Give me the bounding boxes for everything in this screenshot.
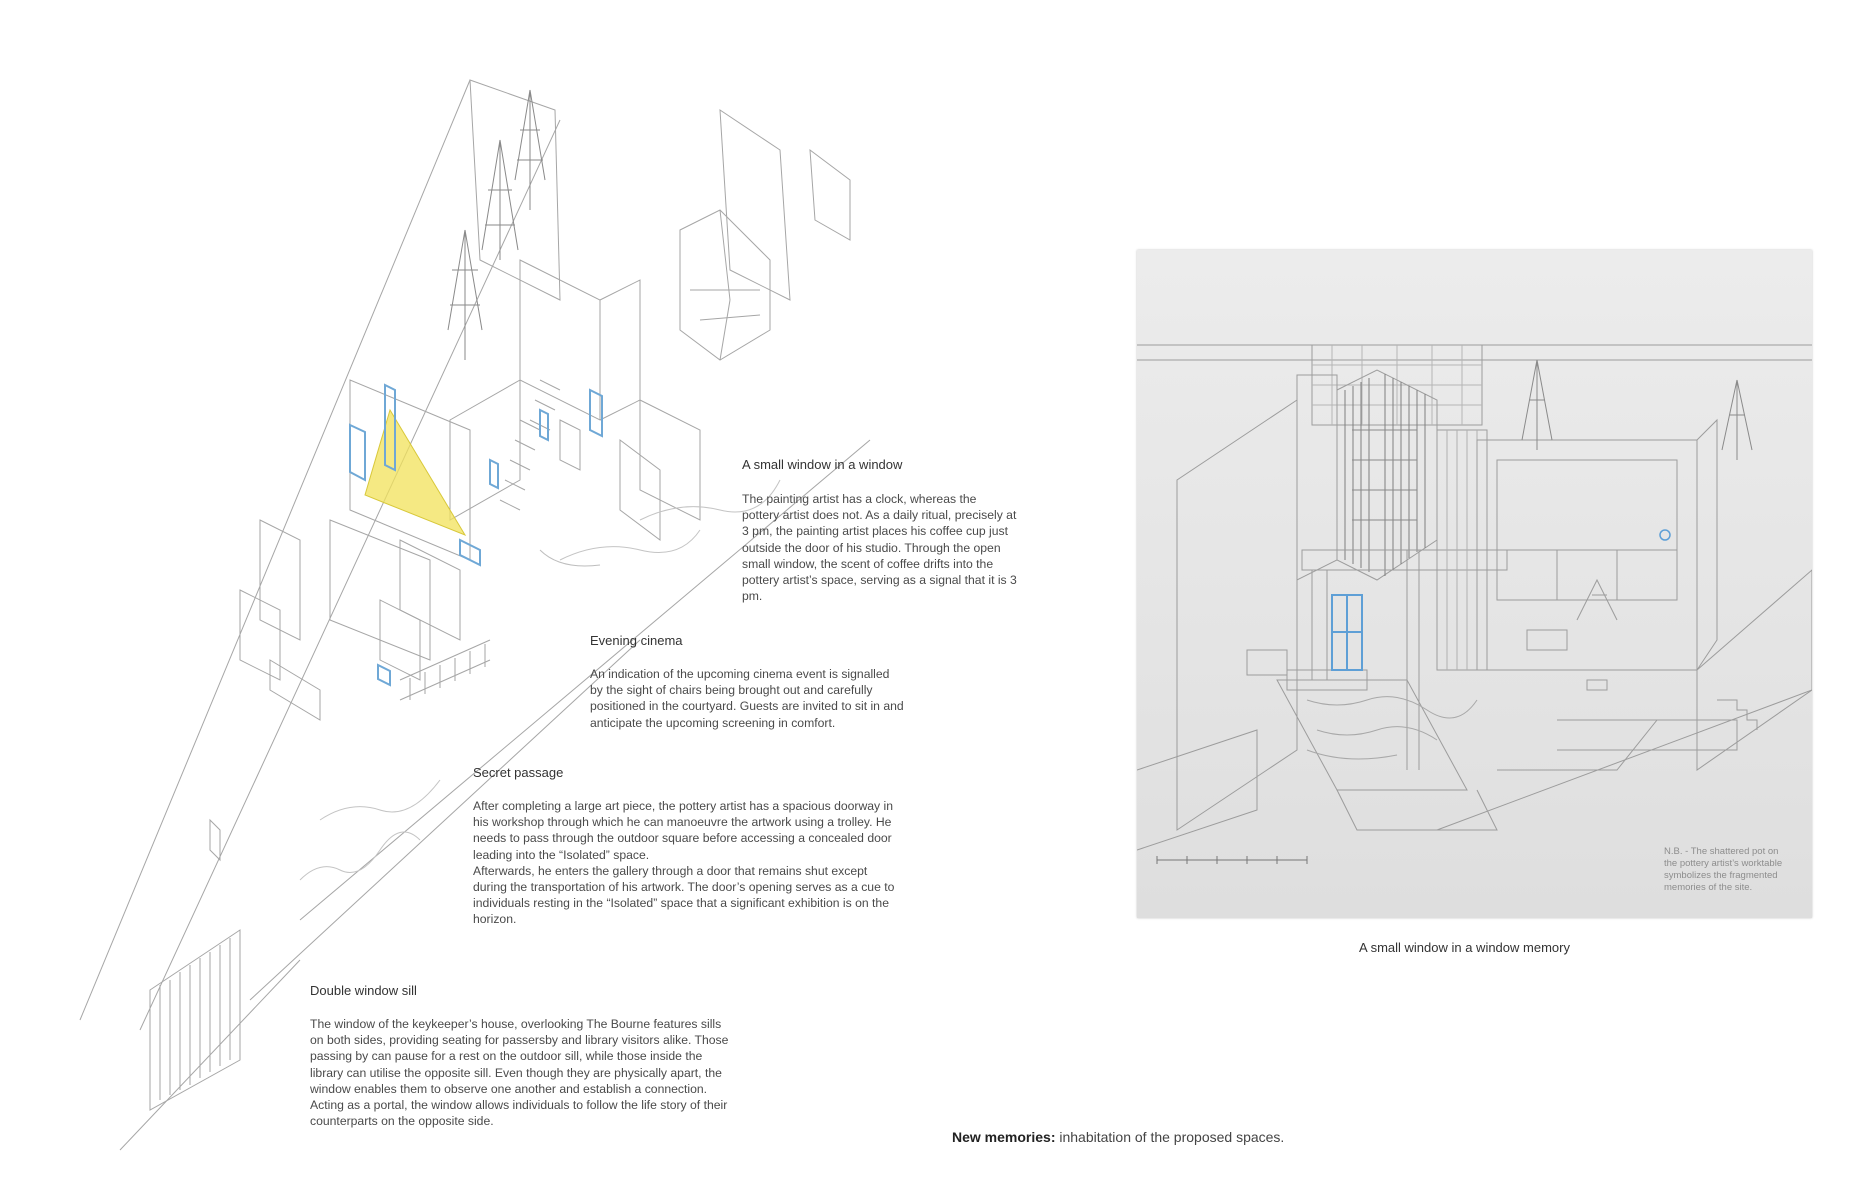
- memory-drawing-sketch: [1137, 250, 1812, 918]
- body-line: pottery artist’s space, serving as a signal that it is 3: [742, 573, 1017, 588]
- body-line: window enables them to observe one another and establish a connection.: [310, 1081, 708, 1096]
- photo-footnote: [1664, 846, 1782, 894]
- body-line: his workshop through which he can manoeuvre the artwork using a trolley. He: [473, 815, 892, 830]
- body-line: outside the door of his studio. Through the open: [742, 540, 1001, 555]
- section-body-evening-cinema: [590, 666, 904, 731]
- section-heading-evening-cinema: Evening cinema: [590, 633, 683, 648]
- body-line: 3 pm, the painting artist places his coffee cup just: [742, 524, 1009, 539]
- body-line: counterparts on the opposite side.: [310, 1114, 494, 1129]
- body-line: library can utilise the opposite sill. Even though they are physically apart, the: [310, 1065, 722, 1080]
- footnote-line: memories of the site.: [1664, 882, 1753, 893]
- section-body-double-window-sill: [310, 1016, 728, 1129]
- page-footer-caption: [952, 1129, 1284, 1145]
- section-heading-secret-passage: Secret passage: [473, 765, 564, 780]
- section-heading-double-window-sill: Double window sill: [310, 983, 417, 998]
- memory-drawing-photo: [1137, 250, 1812, 918]
- footnote-line: N.B. - The shattered pot on: [1664, 846, 1779, 857]
- body-line: horizon.: [473, 912, 517, 927]
- body-line: individuals resting in the “Isolated” space that a significant exhibition is on the: [473, 896, 889, 911]
- body-line: anticipate the upcoming screening in comfort.: [590, 715, 836, 730]
- body-line: by the sight of chairs being brought out and carefully: [590, 683, 873, 698]
- body-line: on both sides, providing seating for passersby and library visitors alike. Those: [310, 1033, 729, 1048]
- footnote-line: symbolizes the fragmented: [1664, 870, 1778, 881]
- section-body-small-window: [742, 491, 1017, 604]
- body-line: pm.: [742, 589, 763, 604]
- footer-bold-label: New memories:: [952, 1129, 1056, 1145]
- body-line: After completing a large art piece, the pottery artist has a spacious doorway in: [473, 799, 894, 813]
- body-line: passing by can pause for a rest on the outdoor sill, while those inside the: [310, 1049, 703, 1064]
- body-line: The window of the keykeeper’s house, overlooking The Bourne features sills: [310, 1017, 722, 1031]
- body-line: Afterwards, he enters the gallery through a door that remains shut except: [473, 863, 868, 878]
- body-line: small window, the scent of coffee drifts into the: [742, 556, 994, 571]
- section-heading-small-window: A small window in a window: [742, 457, 903, 472]
- body-line: needs to pass through the outdoor square before accessing a concealed door: [473, 831, 892, 846]
- body-line: An indication of the upcoming cinema event is signalled: [590, 667, 890, 681]
- section-body-secret-passage: [473, 798, 894, 928]
- body-line: The painting artist has a clock, whereas the: [742, 492, 977, 506]
- body-line: during the transportation of his artwork. The door’s opening serves as a cue to: [473, 880, 895, 895]
- body-line: Acting as a portal, the window allows individuals to follow the life story of their: [310, 1098, 728, 1113]
- body-line: pottery artist does not. As a daily ritual, precisely at: [742, 508, 1017, 523]
- photo-caption: A small window in a window memory: [1359, 940, 1570, 955]
- footnote-line: the pottery artist’s worktable: [1664, 858, 1783, 869]
- body-line: positioned in the courtyard. Guests are invited to sit in and: [590, 699, 904, 714]
- footer-text: inhabitation of the proposed spaces.: [1055, 1129, 1285, 1145]
- body-line: leading into the “Isolated” space.: [473, 847, 650, 862]
